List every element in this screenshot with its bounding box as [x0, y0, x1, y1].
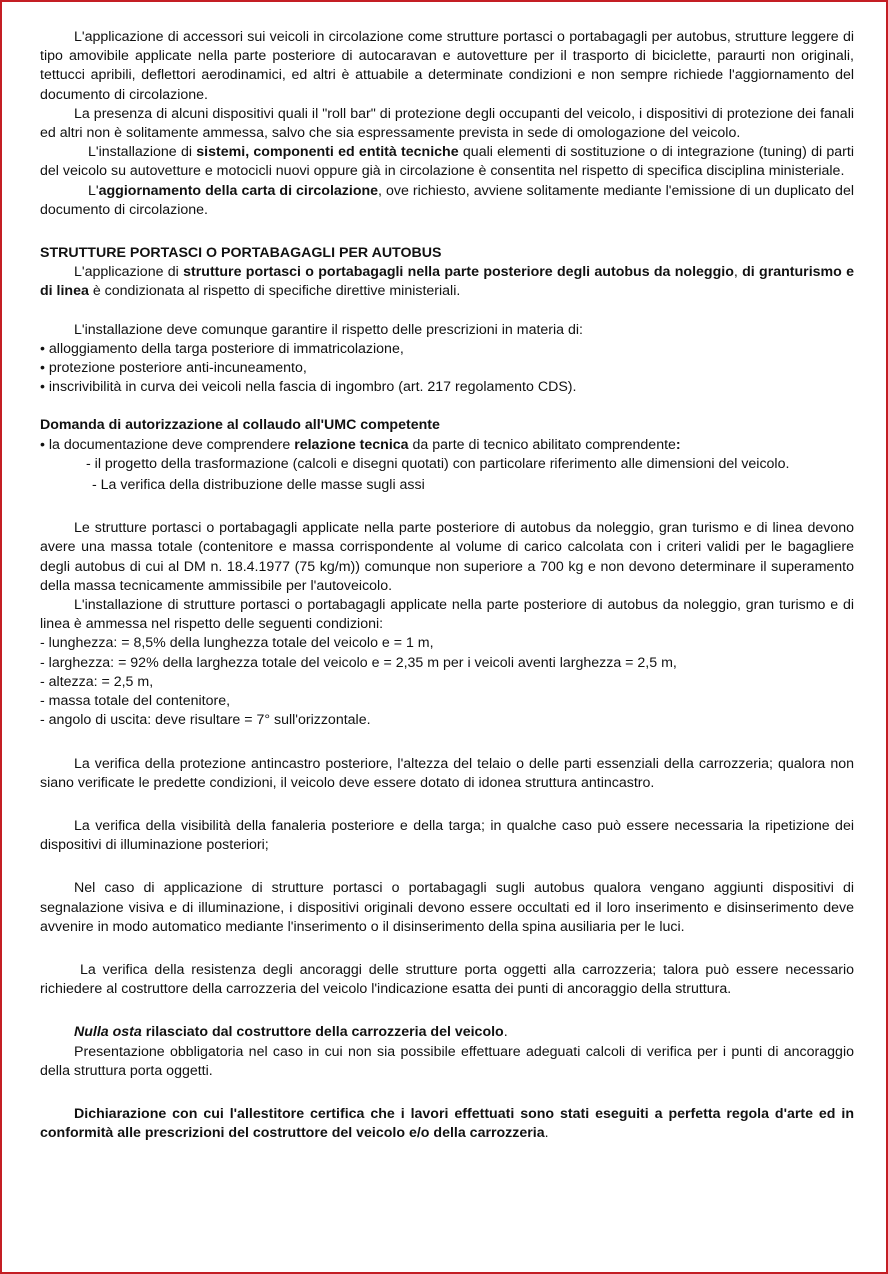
bold-run: aggiornamento della carta di circolazione [98, 182, 379, 199]
list-item: - lunghezza: = 8,5% della lunghezza totale del veicolo e = 1 m, [40, 635, 434, 652]
text-run: quali elementi di sostituzione o di integrazione (tuning) di parti del veicolo su autovetture e motocicli nuovi oppure già in circolazione è consentita nel rispetto di specifica disciplina ministeriale. [40, 144, 855, 180]
condizioni-paragraph: L'installazione di strutture portasci o portabagagli applicate nella parte posteriore di autobus da noleggio, gran turismo e di linea è ammessa nel rispetto delle seguenti condizioni: [40, 597, 854, 633]
install-intro: L'installazione deve comunque garantire il rispetto delle prescrizioni in materia di: [74, 321, 583, 338]
fanaleria-paragraph: La verifica della visibilità della fanaleria posteriore e della targa; in qualche caso può essere necessaria la ripetizione dei dispositivi di illuminazione posteriori; [40, 817, 854, 854]
domanda-sub-2: - La verifica della distribuzione delle masse sugli assi [92, 477, 425, 494]
bold-run [74, 1024, 504, 1040]
text-run: . [544, 1125, 549, 1142]
bold-run: : [675, 436, 681, 453]
list-item: - larghezza: = 92% della larghezza totale del veicolo e = 2,35 m per i veicoli aventi larghezza = 2,5 m, [40, 654, 677, 671]
list-item: - altezza: = 2,5 m, [40, 673, 154, 690]
list-item: • alloggiamento della targa posteriore di immatricolazione, [40, 340, 404, 357]
antincastro-paragraph: La verifica della protezione antincastro posteriore, l'altezza del telaio o delle parti essenziali della carrozzeria; qualora non siano verificate le predette condizioni, il veicolo deve essere dotato di idonea struttura antincastro. [40, 755, 854, 791]
section-paragraph-1 [40, 263, 854, 301]
segnalazione-paragraph: Nel caso di applicazione di strutture portasci o portabagagli sugli autobus qualora vengano aggiunti dispositivi di segnalazione visiva e di illuminazione, i dispositivi originali devono essere occultati ed il loro inserimento e disinserimento deve avvenire in modo automatico mediante l'inserimento o il disinserimento della spina ausiliaria per le luci. [40, 880, 854, 935]
nulla-osta-line [40, 1023, 854, 1042]
text-run: L'installazione di [88, 144, 197, 161]
bold-run: strutture portasci o portabagagli nella parte posteriore degli autobus da noleggio [183, 264, 734, 281]
text-run: L'applicazione di [74, 264, 184, 281]
text-run: . [503, 1024, 508, 1041]
italic-run: Nulla osta [74, 1024, 142, 1041]
domanda-sub-1: - il progetto della trasformazione (calcoli e disegni quotati) con particolare riferimento alle dimensioni del veicolo. [86, 455, 790, 472]
domanda-heading: Domanda di autorizzazione al collaudo all'UMC competente [40, 417, 440, 434]
text-run: rilasciato dal costruttore della carrozzeria del veicolo [141, 1024, 504, 1041]
intro-paragraph-4 [40, 182, 854, 220]
text-run: , [733, 264, 743, 281]
massa-paragraph: Le strutture portasci o portabagagli applicate nella parte posteriore di autobus da noleggio, gran turismo e di linea devono avere una massa totale (contenitore e massa corrispondente al volume di carico calcolata con i criteri validi per le bagagliere degli autobus di cui al DM n. 18.4.1977 (75 kg/m)) comunque non superiore a 700 kg e non devono determinare il superamento della massa tecnicamente ammissibile per l'autoveicolo. [40, 520, 854, 594]
list-item: • inscrivibilità in curva dei veicoli nella fascia di ingombro (art. 217 regolamento CDS). [40, 379, 577, 396]
bold-run: di granturismo e di linea [40, 264, 855, 300]
list-item: • protezione posteriore anti-incuneamento, [40, 360, 307, 377]
conditions-list [40, 634, 854, 730]
dichiarazione-paragraph [40, 1105, 854, 1143]
presentazione-paragraph: Presentazione obbligatoria nel caso in cui non sia possibile effettuare adeguati calcoli di verifica per i punti di ancoraggio della struttura porta oggetti. [40, 1043, 854, 1079]
bold-run: Dichiarazione con cui l'allestitore certifica che i lavori effettuati sono stati eseguiti a perfetta regola d'arte ed in conformità alle prescrizioni del costruttore del veicolo e/o della carrozzeria [40, 1105, 854, 1142]
list-item: - massa totale del contenitore, [40, 693, 231, 710]
install-list [40, 340, 854, 398]
text-run: è condizionata al rispetto di specifiche direttive ministeriali. [88, 283, 461, 300]
bold-run: relazione tecnica [294, 436, 409, 453]
domanda-line [40, 436, 854, 455]
ancoraggi-paragraph: La verifica della resistenza degli ancoraggi delle strutture porta oggetti alla carrozzeria; talora può essere necessario richiedere al costruttore della carrozzeria del veicolo l'indicazione esatta dei punti di ancoraggio della struttura. [40, 961, 854, 998]
text-run: da parte di tecnico abilitato comprendente [408, 436, 676, 453]
text-run: , ove richiesto, avviene solitamente mediante l'emissione di un duplicato del documento di circolazione. [40, 182, 854, 218]
intro-paragraph-3 [40, 143, 854, 181]
document-page [40, 28, 854, 1143]
intro-paragraph-1: L'applicazione di accessori sui veicoli in circolazione come strutture portasci o portabagagli per autobus, strutture leggere di tipo amovibile applicate nella parte posteriore di autocaravan e autovetture per il trasporto di biciclette, paraurti non originali, tettucci apribili, deflettori aerodinamici, ed altri è attuabile a determinate condizioni e non sempre richiede l'aggiornamento del documento di circolazione. [40, 29, 854, 103]
section-heading: STRUTTURE PORTASCI O PORTABAGAGLI PER AUTOBUS [40, 245, 442, 262]
bold-run: sistemi, componenti ed entità tecniche [196, 144, 459, 161]
intro-paragraph-2: La presenza di alcuni dispositivi quali il "roll bar" di protezione degli occupanti del veicolo, i dispositivi di protezione dei fanali ed altri non è solitamente ammessa, salvo che sia espressamente prevista in sede di omologazione del veicolo. [40, 105, 854, 142]
list-item: - angolo di uscita: deve risultare = 7° sull'orizzontale. [40, 712, 371, 729]
text-run: L' [88, 182, 99, 199]
text-run: • la documentazione deve comprendere [40, 436, 295, 453]
